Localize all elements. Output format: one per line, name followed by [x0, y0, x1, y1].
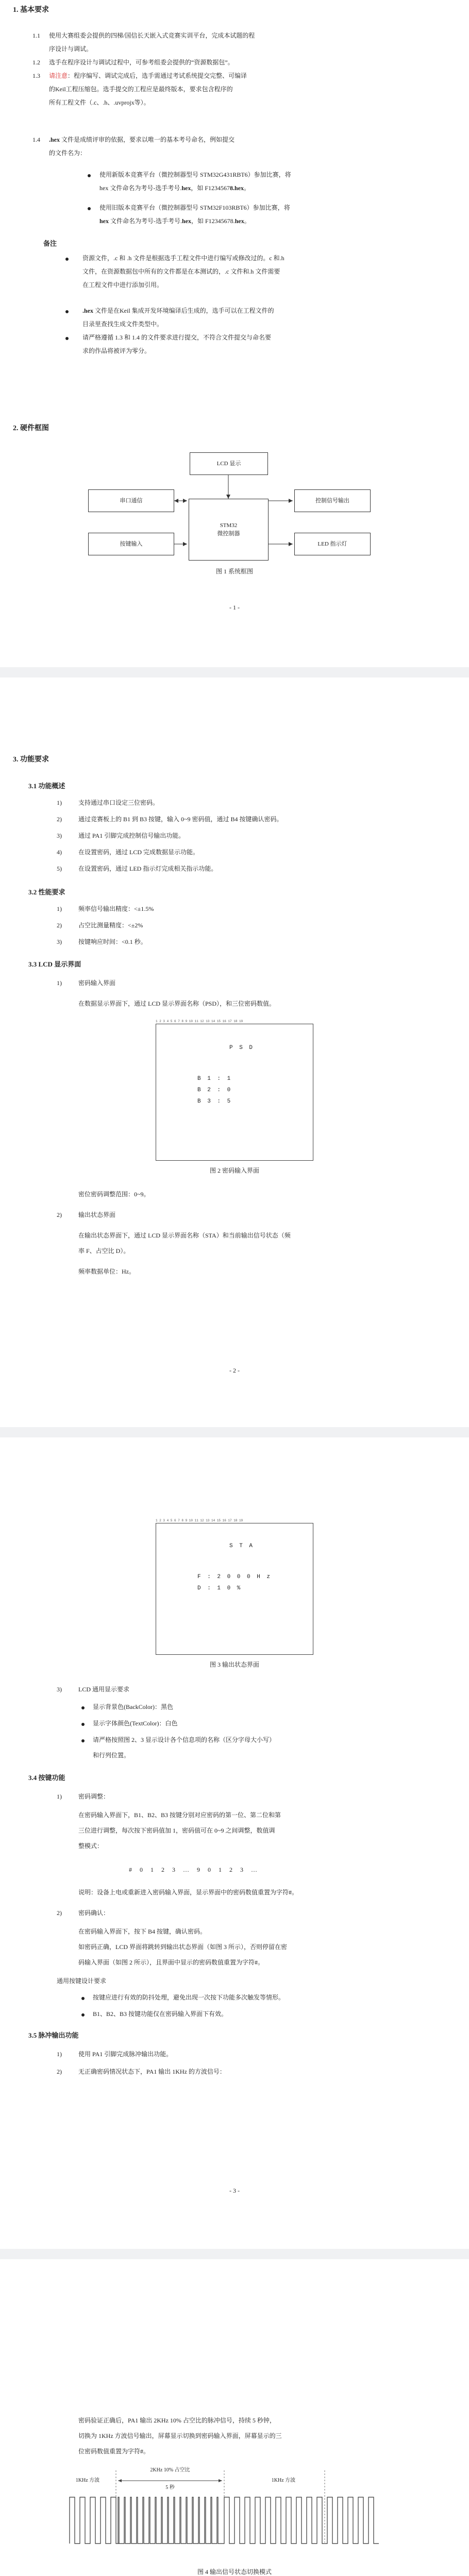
item-text: 选手在程序设计与调试过程中，可参考组委会提供的“资源数据包”。: [49, 59, 234, 66]
bullet-text: 请严格按照图 2、3 显示设计各个信息项的名称（区分字母大小写）: [93, 1736, 276, 1743]
subsection-title: 3.2 性能要求: [28, 888, 65, 896]
t: hex 文件命名为考号-选手考号.: [99, 184, 182, 192]
lcd-status-screen: [156, 1523, 313, 1655]
list-text: 在设置密码，通过 LCD 完成数据显示功能。: [78, 849, 199, 856]
arrow: [289, 499, 293, 503]
t: hex: [181, 184, 191, 192]
t: 8.hex: [230, 184, 244, 192]
list-num: 5): [57, 865, 62, 872]
t: hex: [234, 217, 244, 225]
paragraph: 在数据显示界面下，通过 LCD 显示界面名称（PSD），和三位密码数值。: [78, 1000, 276, 1007]
bullet: [81, 1723, 85, 1726]
figure-caption: 图 1 系统框图: [215, 568, 253, 575]
paragraph: 频率数据单位：Hz。: [78, 1268, 135, 1275]
serial-block: 串口通信: [88, 489, 174, 512]
note-text: 资源文件，.c 和 .h 文件是根据选手工程文件中进行编写或修改过的。c 和.h: [82, 255, 284, 262]
mcu-block: [189, 499, 269, 561]
page-2: [0, 677, 469, 1427]
list-text: 通过竞赛板上的 B1 到 B3 按键，输入 0~9 密码值，通过 B4 按键确认密码。: [78, 816, 283, 823]
highlight-notice: 请注意: [49, 72, 68, 79]
bullet: [81, 1997, 85, 2000]
item-text: 序设计与调试。: [49, 45, 93, 53]
paragraph: 位密码数值重置为字符#。: [78, 2448, 150, 2455]
note-text: 在工程文件中进行添加引用。: [82, 281, 163, 289]
list-text: 按键响应时间：<0.1 秒。: [78, 938, 147, 945]
page-number: - 3 -: [229, 2187, 240, 2194]
list-text: 支持通过串口设定三位密码。: [78, 799, 159, 806]
list-text: 在设置密码，通过 LED 指示灯完成相关指示功能。: [78, 865, 217, 872]
key-block: 按键输入: [88, 533, 174, 555]
paragraph: 在密码输入界面下，B1、B2、B3 按键分别对应密码的第一位、第二位和第: [78, 1811, 281, 1819]
lcd-row: B 1 : 1: [197, 1076, 232, 1082]
item-text-part: 文件是成绩评审的依据，要求以唯一的基本考号命名，例如提交: [60, 136, 235, 143]
paragraph: 密码验证正确后，PA1 输出 2KHz 10% 占空比的脉冲信号，持续 5 秒钟，: [78, 2417, 276, 2424]
list-text: 占空比测量精度：<±2%: [78, 922, 143, 929]
subsection-title: 3.3 LCD 显示界面: [28, 960, 81, 968]
list-num: 2): [57, 2068, 62, 2075]
t: 。: [244, 217, 250, 225]
bullet: [81, 1739, 85, 1742]
mcu-label: STM32: [220, 522, 238, 529]
paragraph: 三位进行调整，每次按下密码值加 1，密码值可在 0~9 之间调整，数值调: [78, 1827, 275, 1834]
note-text: 目录里查找生成文件类型中。: [82, 320, 163, 328]
section-2-title: 2. 硬件框图: [13, 425, 49, 432]
paragraph: 切换为 1KHz 方波信号输出，屏幕显示切换到密码输入界面，屏幕显示的三: [78, 2432, 282, 2439]
lcd-col-ticks: 1 2 3 4 5 6 7 8 9 10 11 12 13 14 15 16 17 18 19: [156, 1519, 243, 1522]
paragraph: 通用按键设计要求: [57, 1977, 107, 1985]
bullet-text: 使用新版本竞赛平台（微控制器型号 STM32G431RBT6）参加比赛，将: [99, 171, 291, 178]
note-text: 文件，在资源数据包中所有的文件都是在本测试的，.c 文件和.h 文件需要: [82, 268, 280, 275]
list-num: 1): [57, 905, 62, 912]
bullet: [88, 207, 91, 210]
paragraph: 整模式：: [78, 1842, 104, 1850]
t: 。: [244, 184, 250, 192]
list-text: 无正确密码情况状态下，PA1 输出 1KHz 的方波信号：: [78, 2068, 226, 2075]
lcd-row: F : 2 0 0 0 H z: [197, 1574, 272, 1580]
arrow: [183, 499, 187, 503]
item-text: 的文件名为：: [49, 149, 87, 157]
t: .hex: [82, 307, 93, 314]
item-text: 所有工程文件（.c、.h、.uvprojx等）。: [49, 99, 150, 106]
t: 文件命名为考号-选手考号.: [109, 217, 182, 225]
wave-label: 1KHz 方波: [271, 2478, 296, 2483]
subsection-title: 3.5 脉冲输出功能: [28, 2031, 79, 2039]
lcd-row: B 3 : 5: [197, 1098, 232, 1105]
list-num: 2): [57, 1211, 62, 1218]
arrow: [289, 542, 293, 546]
list-text: 密码确认：: [78, 1909, 110, 1917]
wave-duration-label: 5 秒: [165, 2485, 175, 2490]
subsection-title: 3.4 按键功能: [28, 1774, 65, 1782]
item-number: 1.3: [32, 72, 40, 79]
bullet: [81, 2013, 85, 2016]
t: hex: [99, 217, 109, 225]
figure-caption: 图 3 输出状态界面: [209, 1661, 259, 1668]
page-4: [0, 2259, 469, 2576]
bold-ext: .hex: [49, 136, 60, 143]
lcd-password-screen: [156, 1024, 313, 1161]
list-num: 4): [57, 849, 62, 856]
arrow: [226, 495, 230, 499]
arrow: [174, 499, 178, 503]
bullet-text: 使用旧版本竞赛平台（微控制器型号 STM32F103RBT6）参加比赛，将: [99, 204, 290, 211]
item-text-part: ：程序编写、调试完成后，选手需通过考试系统提交完整、可编译: [68, 72, 247, 79]
page-1: [0, 0, 469, 667]
figure-caption: 图 4 输出信号状态切换模式: [197, 2568, 272, 2575]
list-num: 2): [57, 1909, 62, 1917]
lcd-row: B 2 : 0: [197, 1087, 232, 1093]
item-text: [49, 69, 247, 82]
arrow: [118, 2479, 122, 2482]
lcd-title: S T A: [229, 1543, 255, 1549]
bullet: [81, 1706, 85, 1709]
pwm-block: 控制信号输出: [294, 489, 371, 512]
subsection-title: 3.1 功能概述: [28, 782, 65, 790]
paragraph: 密位密码调整范围：0~9。: [78, 1191, 150, 1198]
figure-caption: 图 2 密码输入界面: [209, 1167, 259, 1174]
paragraph: 说明：设备上电或重新进入密码输入界面，显示界面中的密码数值重置为字符#。: [78, 1889, 298, 1896]
lcd-row: D : 1 0 %: [197, 1585, 242, 1591]
item-number: 1.2: [32, 59, 40, 66]
section-1-title: 1. 基本要求: [13, 6, 49, 14]
note-text: 求的作品将被评为零分。: [82, 347, 151, 354]
item-text: 的Keil工程压缩包。选手提交的工程应是最终版本，要求包含程序的: [49, 86, 233, 93]
bullet-text: 按键应进行有效的防抖处理，避免出现一次按下功能多次触发等情形。: [93, 1994, 285, 2001]
paragraph: 率 F、占空比 D）。: [78, 1247, 130, 1255]
lcd-title: P S D: [229, 1045, 255, 1051]
list-text: 密码输入界面: [78, 979, 116, 987]
list-text: 通过 PA1 引脚完成控制信号输出功能。: [78, 832, 185, 839]
item-number: 1.1: [32, 32, 40, 39]
list-text: 使用 PA1 引脚完成脉冲输出功能。: [78, 2050, 173, 2058]
note-title: 备注: [43, 240, 57, 247]
item-number: 1.4: [32, 136, 40, 143]
page-3: [0, 1437, 469, 2249]
value-sequence: # 0 1 2 3 … 9 0 1 2 3 …: [129, 1866, 260, 1873]
paragraph: 如密码正确，LCD 界面将跳转到输出状态界面（如图 3 所示），否则停留在密: [78, 1943, 288, 1951]
list-num: 3): [57, 1686, 62, 1693]
list-num: 3): [57, 938, 62, 945]
paragraph: 在输出状态界面下，通过 LCD 显示界面名称（STA）和当前输出信号状态（频: [78, 1232, 291, 1239]
list-num: 1): [57, 1793, 62, 1800]
list-num: 2): [57, 816, 62, 823]
bullet-text: [99, 181, 250, 195]
list-text: 密码调整：: [78, 1793, 110, 1800]
arrow: [183, 542, 187, 546]
t: ，如 F12345678.: [191, 217, 235, 225]
pulse-waveform: [70, 2497, 379, 2544]
t: 文件是在Keil 集成开发环境编译后生成的，选手可以在工程文件的: [93, 307, 274, 314]
list-text: LCD 通用显示要求: [78, 1686, 130, 1693]
lcd-block: LCD 显示: [190, 452, 268, 475]
bullet-text: B1、B2、B3 按键功能仅在密码输入界面下有效。: [93, 2010, 228, 2018]
section-3-title: 3. 功能要求: [13, 756, 49, 764]
bullet-text: 显示字体颜色(TextColor)：白色: [93, 1720, 178, 1727]
lcd-col-ticks: 1 2 3 4 5 6 7 8 9 10 11 12 13 14 15 16 17 18 19: [156, 1020, 243, 1023]
bullet-text: [99, 214, 250, 228]
t: ，如 F1234567: [191, 184, 230, 192]
list-num: 1): [57, 799, 62, 806]
wave-label: 2KHz 10% 占空比: [150, 2467, 190, 2473]
note-text: [82, 304, 274, 317]
page-number: - 2 -: [229, 1367, 240, 1374]
t: hex: [182, 217, 191, 225]
paragraph: 在密码输入界面下，按下 B4 按键，确认密码。: [78, 1928, 207, 1935]
arrow: [219, 2479, 222, 2482]
bullet: [88, 174, 91, 177]
item-text: 使用大赛组委会提供的四梯/国信长天嵌入式竞赛实训平台，完成本试题的程: [49, 32, 255, 39]
bullet: [65, 337, 69, 340]
list-text: 输出状态界面: [78, 1211, 116, 1218]
bullet: [65, 258, 69, 261]
item-text: [49, 133, 234, 146]
list-text: 频率信号输出精度：<±1.5%: [78, 905, 154, 912]
wave-label: 1KHz 方波: [75, 2478, 100, 2483]
bullet-text: 显示背景色(BackColor)：黑色: [93, 1703, 173, 1710]
led-block: LED 指示灯: [294, 533, 371, 555]
list-num: 2): [57, 922, 62, 929]
bullet-text: 和行列位置。: [93, 1752, 130, 1759]
page-number: - 1 -: [229, 604, 240, 611]
bullet: [65, 310, 69, 313]
list-num: 3): [57, 832, 62, 839]
mcu-label: 微控制器: [217, 531, 240, 537]
list-num: 1): [57, 2050, 62, 2058]
list-num: 1): [57, 979, 62, 987]
note-text: 请严格遵循 1.3 和 1.4 的文件要求进行提交，不符合文件提交与命名要: [82, 334, 272, 341]
paragraph: 码输入界面（如图 2 所示），且界面中显示的密码数值重置为字符#。: [78, 1959, 264, 1966]
